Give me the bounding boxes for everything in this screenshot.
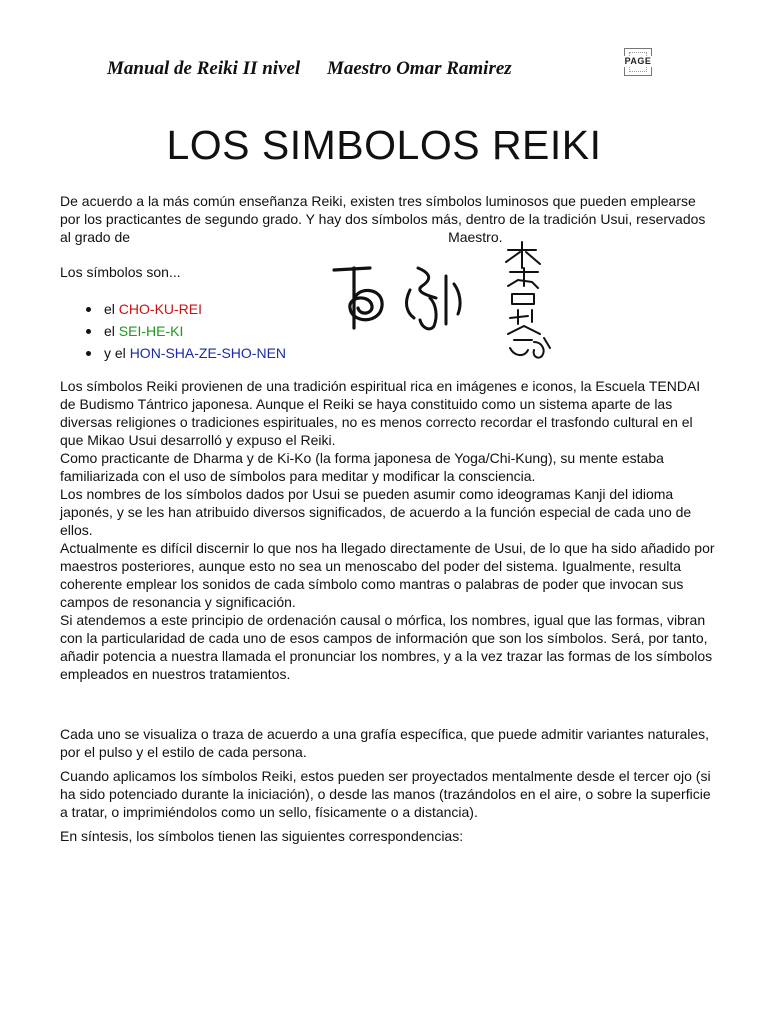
sei-he-ki-icon xyxy=(400,262,470,334)
intro-trailing-word: Maestro. xyxy=(448,229,503,245)
author-name: Maestro Omar Ramirez xyxy=(326,58,512,79)
body-paragraph: Actualmente es difícil discernir lo que nos ha llegado directamente de Usui, de lo que ha sido añadido por maestros posteriores, aunque esto no sea un menoscabo del poder del sistema. Igualmente, resulta coherente emplear los sonidos de cada símbolo como mantras o palabras de poder que invocan sus campos de resonancia y significación. xyxy=(60,540,715,610)
page-badge-label: PAGE xyxy=(620,56,656,67)
symbols-label: Los símbolos son... xyxy=(60,264,181,280)
intro-text: De acuerdo a la más común enseñanza Reiki, existen tres símbolos luminosos que pueden emplearse por los practicantes de segundo grado. Y hay dos símbolos más, dentro de la tradición Usui, reservados al grado de xyxy=(60,193,706,245)
body-paragraph: Los símbolos Reiki provienen de una tradición espiritual rica en imágenes e iconos, la Escuela TENDAI de Budismo Tántrico japonesa. Aunque el Reiki se haya constituido como un sistema aparte de las diversas religiones o tradiciones espirituales, no es menos correcto recordar el trasfondo cultural en el que Mikao Usui desarrolló y expuso el Reiki. xyxy=(60,378,701,448)
paragraph-synthesis: En síntesis, los símbolos tienen las siguientes correspondencias: xyxy=(60,828,464,844)
list-item: y el HON-SHA-ZE-SHO-NEN xyxy=(60,342,286,364)
symbol-name-hon-sha-ze-sho-nen: HON-SHA-ZE-SHO-NEN xyxy=(129,345,287,361)
manual-title: Manual de Reiki II nivel xyxy=(107,58,301,79)
body-text xyxy=(60,377,715,683)
body-paragraph: Como practicante de Dharma y de Ki-Ko (la forma japonesa de Yoga/Chi-Kung), su mente estaba familiarizada con el uso de símbolos para meditar y modificar la consciencia. xyxy=(60,450,664,484)
paragraph-application: Cuando aplicamos los símbolos Reiki, estos pueden ser proyectados mentalmente desde el tercer ojo (si ha sido potenciado durante la iniciación), o desde las manos (trazándolos en el aire, o sobre la superficie a tratar, o imprimiéndolos como un sello, físicamente o a distancia). xyxy=(60,768,711,820)
page-badge xyxy=(618,46,658,78)
list-item: el CHO-KU-REI xyxy=(60,298,286,320)
list-item: el SEI-HE-KI xyxy=(60,320,286,342)
symbol-name-sei-he-ki: SEI-HE-KI xyxy=(118,323,184,339)
intro-paragraph xyxy=(60,192,715,246)
symbol-name-cho-ku-rei: CHO-KU-REI xyxy=(118,301,203,317)
cho-ku-rei-icon xyxy=(330,262,390,332)
body-paragraph: Si atendemos a este principio de ordenación causal o mórfica, los nombres, igual que las formas, vibran con la particularidad de cada uno de esos campos de información que son los símbolos. Será, por tanto, añadir potencia a nuestra llamada el pronunciar los nombres, y a la vez trazar las formas de los símbolos empleados en nuestros tratamientos. xyxy=(60,612,713,682)
symbol-list xyxy=(60,298,286,364)
paragraph-visualization: Cada uno se visualiza o traza de acuerdo a una grafía específica, que puede admitir variantes naturales, por el pulso y el estilo de cada persona. xyxy=(60,726,710,760)
page-title: LOS SIMBOLOS REIKI xyxy=(166,122,602,168)
body-paragraph: Los nombres de los símbolos dados por Usui se pueden asumir como ideogramas Kanji del idioma japonés, y se les han atribuido diversos significados, de acuerdo a la función especial de cada uno de ellos. xyxy=(60,486,692,538)
document-header xyxy=(107,58,512,80)
hon-sha-ze-sho-nen-icon xyxy=(498,238,556,362)
